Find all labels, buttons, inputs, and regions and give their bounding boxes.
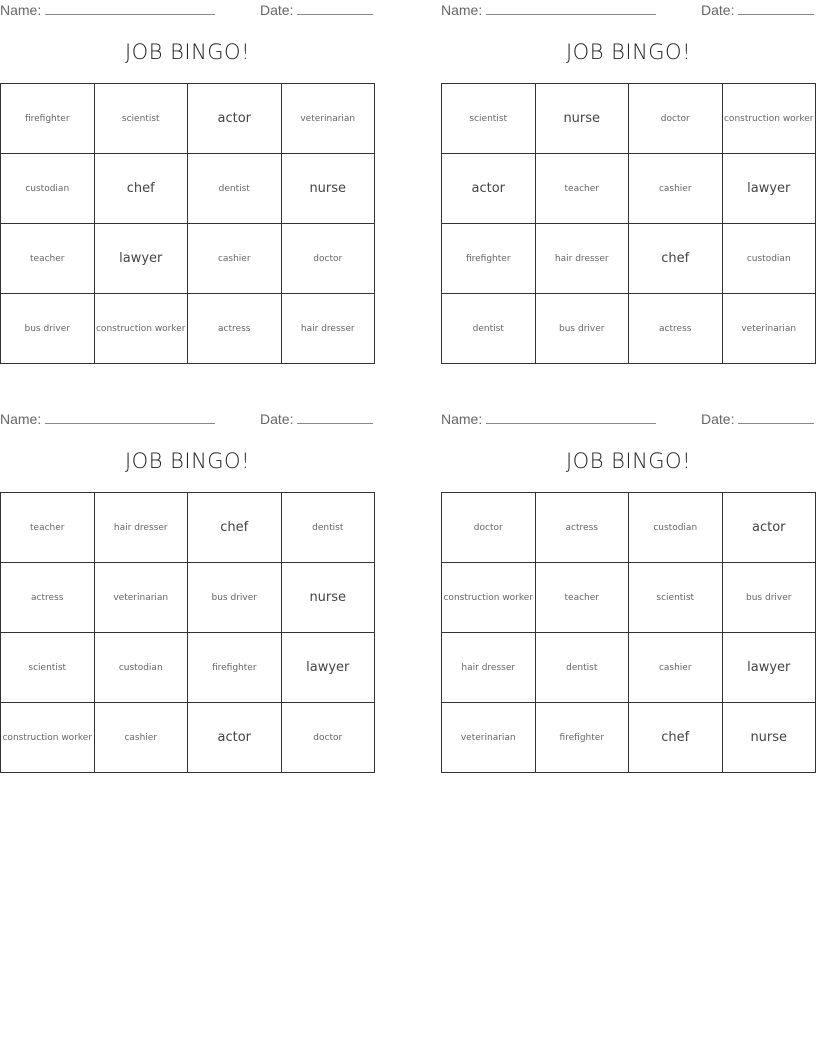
bingo-cell[interactable]: custodian (629, 493, 723, 563)
bingo-cell[interactable]: firefighter (1, 84, 95, 154)
bingo-cell[interactable]: construction worker (442, 563, 536, 633)
bingo-cell[interactable]: construction worker (94, 294, 188, 364)
date-label: Date: (260, 2, 294, 18)
bingo-cell[interactable]: dentist (188, 154, 282, 224)
card-title: JOB BINGO! (124, 40, 251, 64)
card-title: JOB BINGO! (124, 449, 251, 473)
bingo-cell[interactable]: actor (188, 703, 282, 773)
bingo-cell[interactable]: chef (629, 703, 723, 773)
bingo-cell[interactable]: nurse (722, 703, 816, 773)
date-line (297, 411, 373, 424)
bingo-cell[interactable]: bus driver (722, 563, 816, 633)
card-title: JOB BINGO! (565, 40, 692, 64)
date-label: Date: (701, 2, 735, 18)
card-header (441, 411, 816, 429)
bingo-cell[interactable]: hair dresser (535, 224, 629, 294)
bingo-cell[interactable]: scientist (1, 633, 95, 703)
bingo-cell[interactable]: dentist (535, 633, 629, 703)
bingo-card-3 (0, 409, 375, 773)
bingo-cell[interactable]: actor (442, 154, 536, 224)
card-header (0, 2, 375, 20)
name-line (486, 2, 656, 15)
name-field[interactable] (441, 2, 656, 18)
bingo-cell[interactable]: nurse (281, 563, 375, 633)
bingo-cell[interactable]: teacher (1, 224, 95, 294)
bingo-cell[interactable]: lawyer (94, 224, 188, 294)
bingo-cell[interactable]: lawyer (722, 154, 816, 224)
bingo-cell[interactable]: dentist (281, 493, 375, 563)
bingo-cell[interactable]: doctor (281, 224, 375, 294)
bingo-cell[interactable]: veterinarian (94, 563, 188, 633)
bingo-cell[interactable]: actress (188, 294, 282, 364)
bingo-cell[interactable]: actress (1, 563, 95, 633)
bingo-grid (0, 492, 375, 773)
name-label: Name: (441, 2, 483, 18)
bingo-cell[interactable]: actress (629, 294, 723, 364)
bingo-card-2 (441, 0, 816, 364)
bingo-cell[interactable]: lawyer (281, 633, 375, 703)
bingo-cell[interactable]: lawyer (722, 633, 816, 703)
card-title: JOB BINGO! (565, 449, 692, 473)
bingo-cell[interactable]: bus driver (188, 563, 282, 633)
name-field[interactable] (0, 2, 215, 18)
bingo-cell[interactable]: veterinarian (722, 294, 816, 364)
bingo-cell[interactable]: actress (535, 493, 629, 563)
name-line (45, 2, 215, 15)
bingo-cell[interactable]: nurse (535, 84, 629, 154)
bingo-cell[interactable]: doctor (442, 493, 536, 563)
bingo-cell[interactable]: teacher (1, 493, 95, 563)
bingo-cell[interactable]: chef (629, 224, 723, 294)
bingo-cell[interactable]: cashier (629, 154, 723, 224)
bingo-cell[interactable]: chef (94, 154, 188, 224)
bingo-cell[interactable]: construction worker (1, 703, 95, 773)
bingo-cell[interactable]: scientist (94, 84, 188, 154)
bingo-cell[interactable]: custodian (722, 224, 816, 294)
bingo-cell[interactable]: hair dresser (281, 294, 375, 364)
date-line (738, 2, 814, 15)
bingo-cell[interactable]: hair dresser (94, 493, 188, 563)
name-line (45, 411, 215, 424)
bingo-grid (441, 83, 816, 364)
bingo-cell[interactable]: veterinarian (281, 84, 375, 154)
bingo-cell[interactable]: bus driver (535, 294, 629, 364)
bingo-cell[interactable]: scientist (442, 84, 536, 154)
date-line (297, 2, 373, 15)
bingo-cell[interactable]: hair dresser (442, 633, 536, 703)
bingo-cell[interactable]: teacher (535, 563, 629, 633)
bingo-grid (0, 83, 375, 364)
card-header (0, 411, 375, 429)
bingo-cell[interactable]: actor (722, 493, 816, 563)
date-field[interactable] (260, 2, 373, 18)
bingo-cell[interactable]: doctor (281, 703, 375, 773)
date-label: Date: (701, 411, 735, 427)
bingo-cell[interactable]: custodian (94, 633, 188, 703)
bingo-cell[interactable]: doctor (629, 84, 723, 154)
bingo-cell[interactable]: construction worker (722, 84, 816, 154)
date-label: Date: (260, 411, 294, 427)
bingo-cell[interactable]: scientist (629, 563, 723, 633)
name-label: Name: (0, 2, 42, 18)
bingo-cell[interactable]: actor (188, 84, 282, 154)
bingo-card-4 (441, 409, 816, 773)
card-header (441, 2, 816, 20)
bingo-cell[interactable]: cashier (629, 633, 723, 703)
date-field[interactable] (701, 2, 814, 18)
bingo-grid (441, 492, 816, 773)
date-field[interactable] (701, 411, 814, 427)
name-line (486, 411, 656, 424)
date-line (738, 411, 814, 424)
bingo-cell[interactable]: cashier (188, 224, 282, 294)
bingo-card-1 (0, 0, 375, 364)
bingo-cell[interactable]: chef (188, 493, 282, 563)
bingo-cell[interactable]: firefighter (442, 224, 536, 294)
name-field[interactable] (0, 411, 215, 427)
bingo-cell[interactable]: custodian (1, 154, 95, 224)
bingo-cell[interactable]: teacher (535, 154, 629, 224)
name-label: Name: (0, 411, 42, 427)
date-field[interactable] (260, 411, 373, 427)
bingo-cell[interactable]: firefighter (535, 703, 629, 773)
bingo-cell[interactable]: veterinarian (442, 703, 536, 773)
bingo-cell[interactable]: bus driver (1, 294, 95, 364)
name-label: Name: (441, 411, 483, 427)
name-field[interactable] (441, 411, 656, 427)
bingo-cell[interactable]: nurse (281, 154, 375, 224)
bingo-cell[interactable]: cashier (94, 703, 188, 773)
bingo-cell[interactable]: firefighter (188, 633, 282, 703)
bingo-cell[interactable]: dentist (442, 294, 536, 364)
